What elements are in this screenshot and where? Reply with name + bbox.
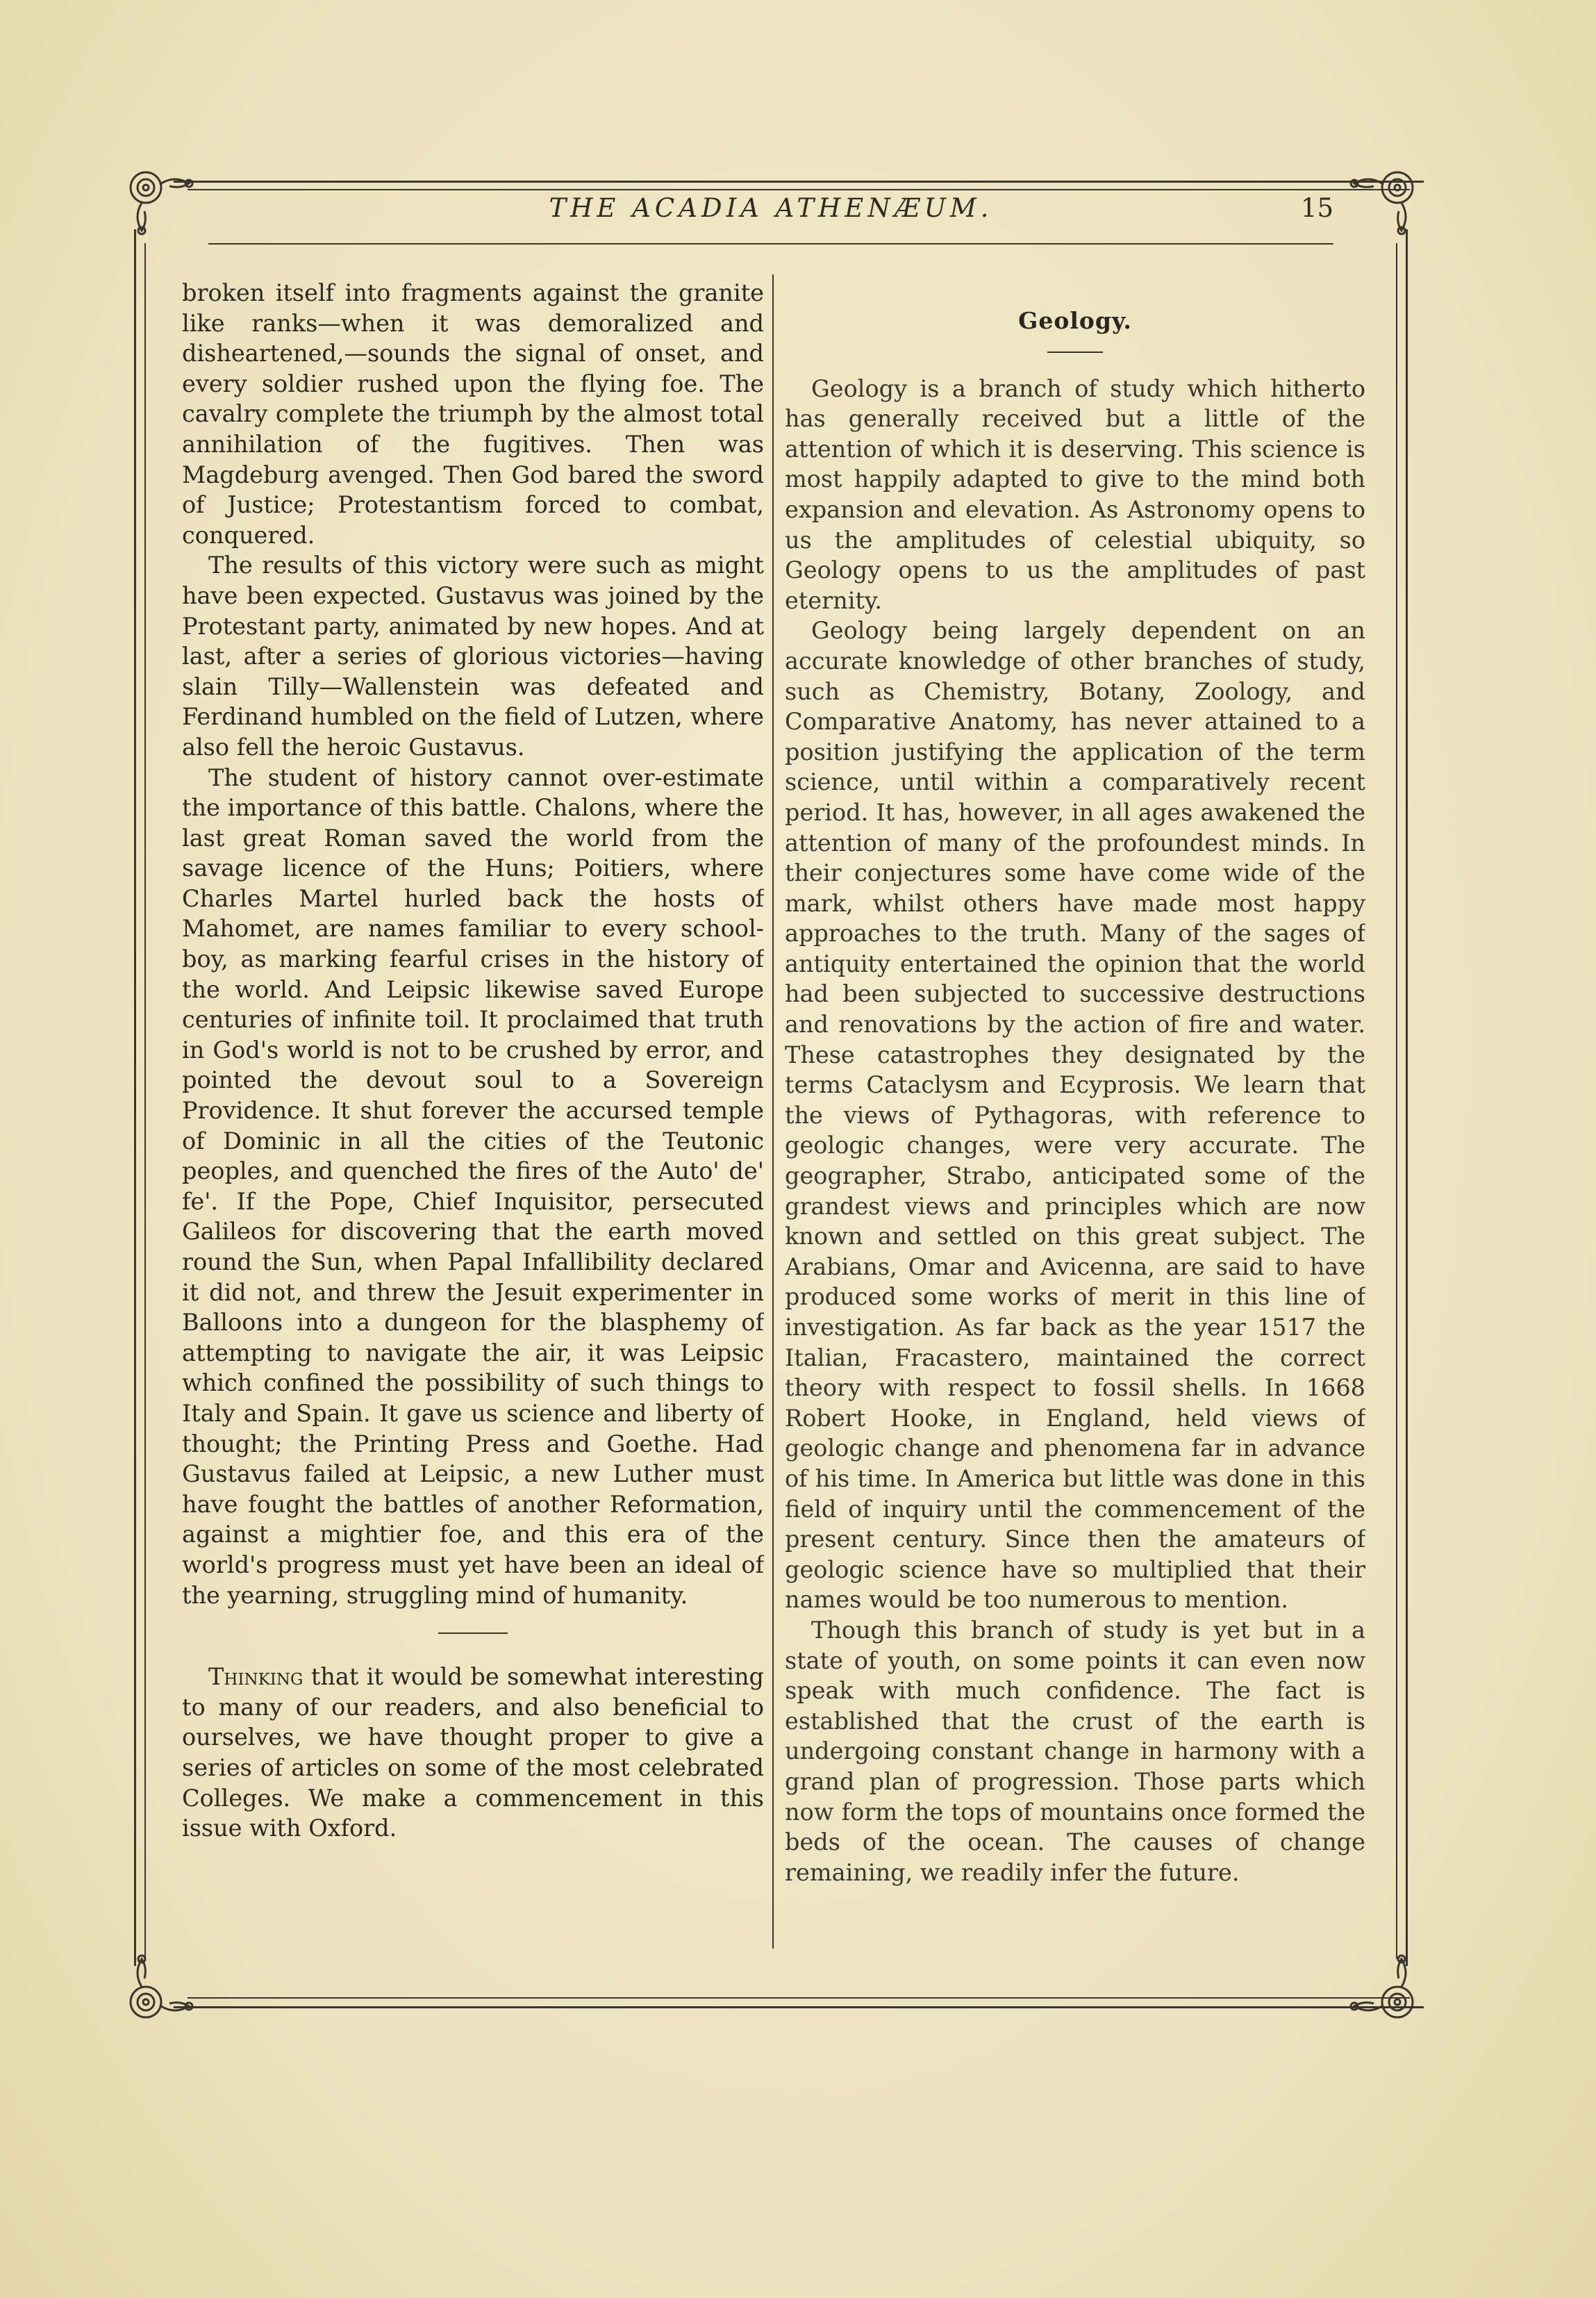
- right-column: [785, 278, 1365, 1959]
- section-separator: [438, 1632, 508, 1634]
- notice-lead: Thinking: [208, 1663, 304, 1691]
- paragraph: Though this branch of study is yet but in a state of youth, on some points it can even now speak with much confidence. The fact is established that the crust of the earth is undergoing constant change in harmony with a grand plan of progression. Those parts which now form the tops of mountains once formed the beds of the ocean. The causes of change remaining, we readily infer the future.: [785, 1616, 1365, 1886]
- notice-paragraph: [182, 1662, 764, 1844]
- header-underline: [208, 243, 1333, 245]
- paragraph: Geology being largely dependent on an accurate knowledge of other branches of study, such as Chemistry, Botany, Zoology, and Comparative Anatomy, has never attained to a position justifying the application of the term science, until within a comparatively recent period. It has, however, in all ages awakened the attention of many of the profoundest minds. In their conjectures some have come wide of the mark, whilst others have made most happy approaches to the truth. Many of the sages of antiquity entertained the opinion that the world had been subjected to successive destructions and renovations by the action of fire and water. These catastrophes they designated by the terms Cataclysm and Ecyprosis. We learn that the views of Pythagoras, with reference to geologic changes, were very accurate. The geographer, Strabo, anticipated some of the grandest views and principles which are now known and settled on this great subject. The Arabians, Omar and Avicenna, are said to have produced some works of merit in this line of investigation. As far back as the year 1517 the Italian, Fracastero, maintained the correct theory with respect to fossil shells. In 1668 Robert Hooke, in England, held views of geologic change and phenomena far in advance of his time. In America but little was done in this field of inquiry until the commencement of the present century. Since then the amateurs of geologic science have so multiplied that their names would be too numerous to mention.: [785, 617, 1365, 1614]
- corner-ornament-top-left-icon: [119, 161, 203, 245]
- left-column: [182, 278, 764, 1959]
- bottom-rule-outer: [174, 2006, 1424, 2008]
- page-number: 15: [1300, 193, 1333, 223]
- left-rule-inner: [144, 243, 146, 1959]
- right-rule-outer: [1406, 229, 1408, 1966]
- right-rule-inner: [1396, 243, 1397, 1959]
- article-title: Geology.: [1018, 307, 1132, 334]
- running-title: THE ACADIA ATHENÆUM.: [549, 193, 993, 223]
- paragraph: broken itself into fragments against the granite like ranks—when it was demoralized and disheartened,—sounds the signal of onset, and every soldier rushed upon the flying foe. The cavalry complete the triumph by the almost total annihilation of the fugitives. Then was Magdeburg avenged. Then God bared the sword of Justice; Protestantism forced to combat, conquered.: [182, 279, 764, 549]
- column-divider: [772, 274, 774, 1949]
- notice-text: that it would be somewhat interesting to many of our readers, and also beneficial to ourselves, we have thought proper to give a series of articles on some of the most celebrated Colleges. We make a commencement in this issue with Oxford.: [182, 1663, 764, 1842]
- paragraph: Geology is a branch of study which hitherto has generally received but a little of the attention of which it is deserving. This science is most happily adapted to give to the mind both expansion and elevation. As Astronomy opens to us the amplitudes of celestial ubiquity, so Geology opens to us the amplitudes of past eternity.: [785, 374, 1365, 614]
- paragraph: The results of this victory were such as might have been expected. Gustavus was joined by the Protestant party, animated by new hopes. And at last, after a series of glorious victories—having slain Tilly—Wallenstein was defeated and Ferdinand humbled on the field of Lutzen, where also fell the heroic Gustavus.: [182, 552, 764, 761]
- paragraph: The student of history cannot over-estimate the importance of this battle. Chalons, where the last great Roman saved the world from the savage licence of the Huns; Poitiers, where Charles Martel hurled back the hosts of Mahomet, are names familiar to every school-boy, as marking fearful crises in the history of the world. And Leipsic likewise saved Europe centuries of infinite toil. It proclaimed that truth in God's world is not to be crushed by error, and pointed the devout soul to a Sovereign Providence. It shut forever the accursed temple of Dominic in all the cities of the Teutonic peoples, and quenched the fires of the Auto' de' fe'. If the Pope, Chief Inquisitor, persecuted Galileos for discovering that the earth moved round the Sun, when Papal Infallibility declared it did not, and threw the Jesuit experimenter in Balloons into a dungeon for the blasphemy of attempting to navigate the air, it was Leipsic which confined the possibility of such things to Italy and Spain. It gave us science and liberty of thought; the Printing Press and Goethe. Had Gustavus failed at Leipsic, a new Luther must have fought the battles of another Reformation, against a mightier foe, and this era of the world's progress must yet have been an ideal of the yearning, struggling mind of humanity.: [182, 763, 764, 1609]
- running-header: [208, 193, 1333, 235]
- top-rule-inner: [188, 189, 1410, 190]
- title-rule: [1047, 352, 1103, 353]
- bottom-rule-inner: [188, 1997, 1410, 1999]
- left-rule-outer: [134, 229, 136, 1966]
- top-rule-outer: [174, 181, 1424, 183]
- corner-ornament-top-right-icon: [1340, 161, 1424, 245]
